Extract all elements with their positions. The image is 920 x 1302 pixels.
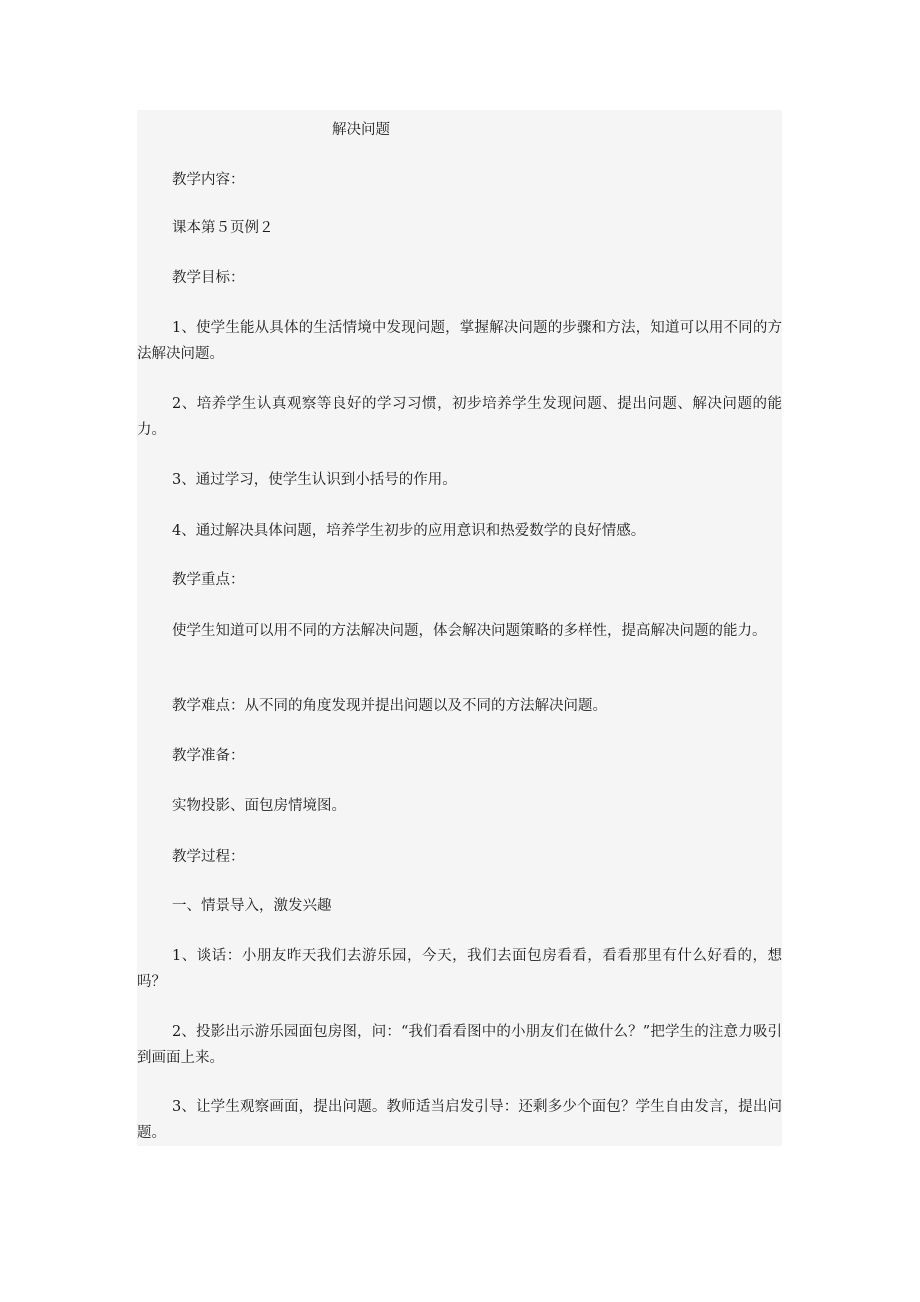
goals-heading: 教学目标：: [172, 270, 245, 286]
step-item-2: 2、投影出示游乐园面包房图，问：“我们看看图中的小朋友们在做什么？”把学生的注意力吸引到画面上来。: [137, 1024, 782, 1066]
goal-item-3: 3、通过学习，使学生认识到小括号的作用。: [172, 472, 457, 488]
goal-item-1: 1、使学生能从具体的生活情境中发现问题，掌握解决问题的步骤和方法，知道可以用不同的方法解决问题。: [137, 320, 782, 362]
section-heading-1: 一、情景导入，激发兴趣: [172, 898, 332, 914]
process-heading: 教学过程：: [172, 849, 245, 865]
document-page: [137, 110, 782, 1146]
key-heading: 教学重点：: [172, 572, 245, 588]
document-title: 解决问题: [332, 122, 390, 138]
step-item-1: 1、谈话：小朋友昨天我们去游乐园，今天，我们去面包房看看，看看那里有什么好看的，想吗？: [137, 948, 782, 990]
content-text: 课本第５页例２: [172, 220, 274, 236]
goal-item-2: 2、培养学生认真观察等良好的学习习惯，初步培养学生发现问题、提出问题、解决问题的能力。: [137, 396, 782, 438]
prep-heading: 教学准备：: [172, 748, 245, 764]
difficulty-text: 教学难点：从不同的角度发现并提出问题以及不同的方法解决问题。: [172, 698, 607, 714]
prep-text: 实物投影、面包房情境图。: [172, 798, 346, 814]
key-text: 使学生知道可以用不同的方法解决问题，体会解决问题策略的多样性，提高解决问题的能力。: [172, 623, 767, 639]
content-heading: 教学内容：: [172, 172, 245, 188]
goal-item-4: 4、通过解决具体问题，培养学生初步的应用意识和热爱数学的良好情感。: [172, 523, 646, 539]
step-item-3: 3、让学生观察画面，提出问题。教师适当启发引导：还剩多少个面包？学生自由发言，提出问题。: [137, 1099, 782, 1141]
